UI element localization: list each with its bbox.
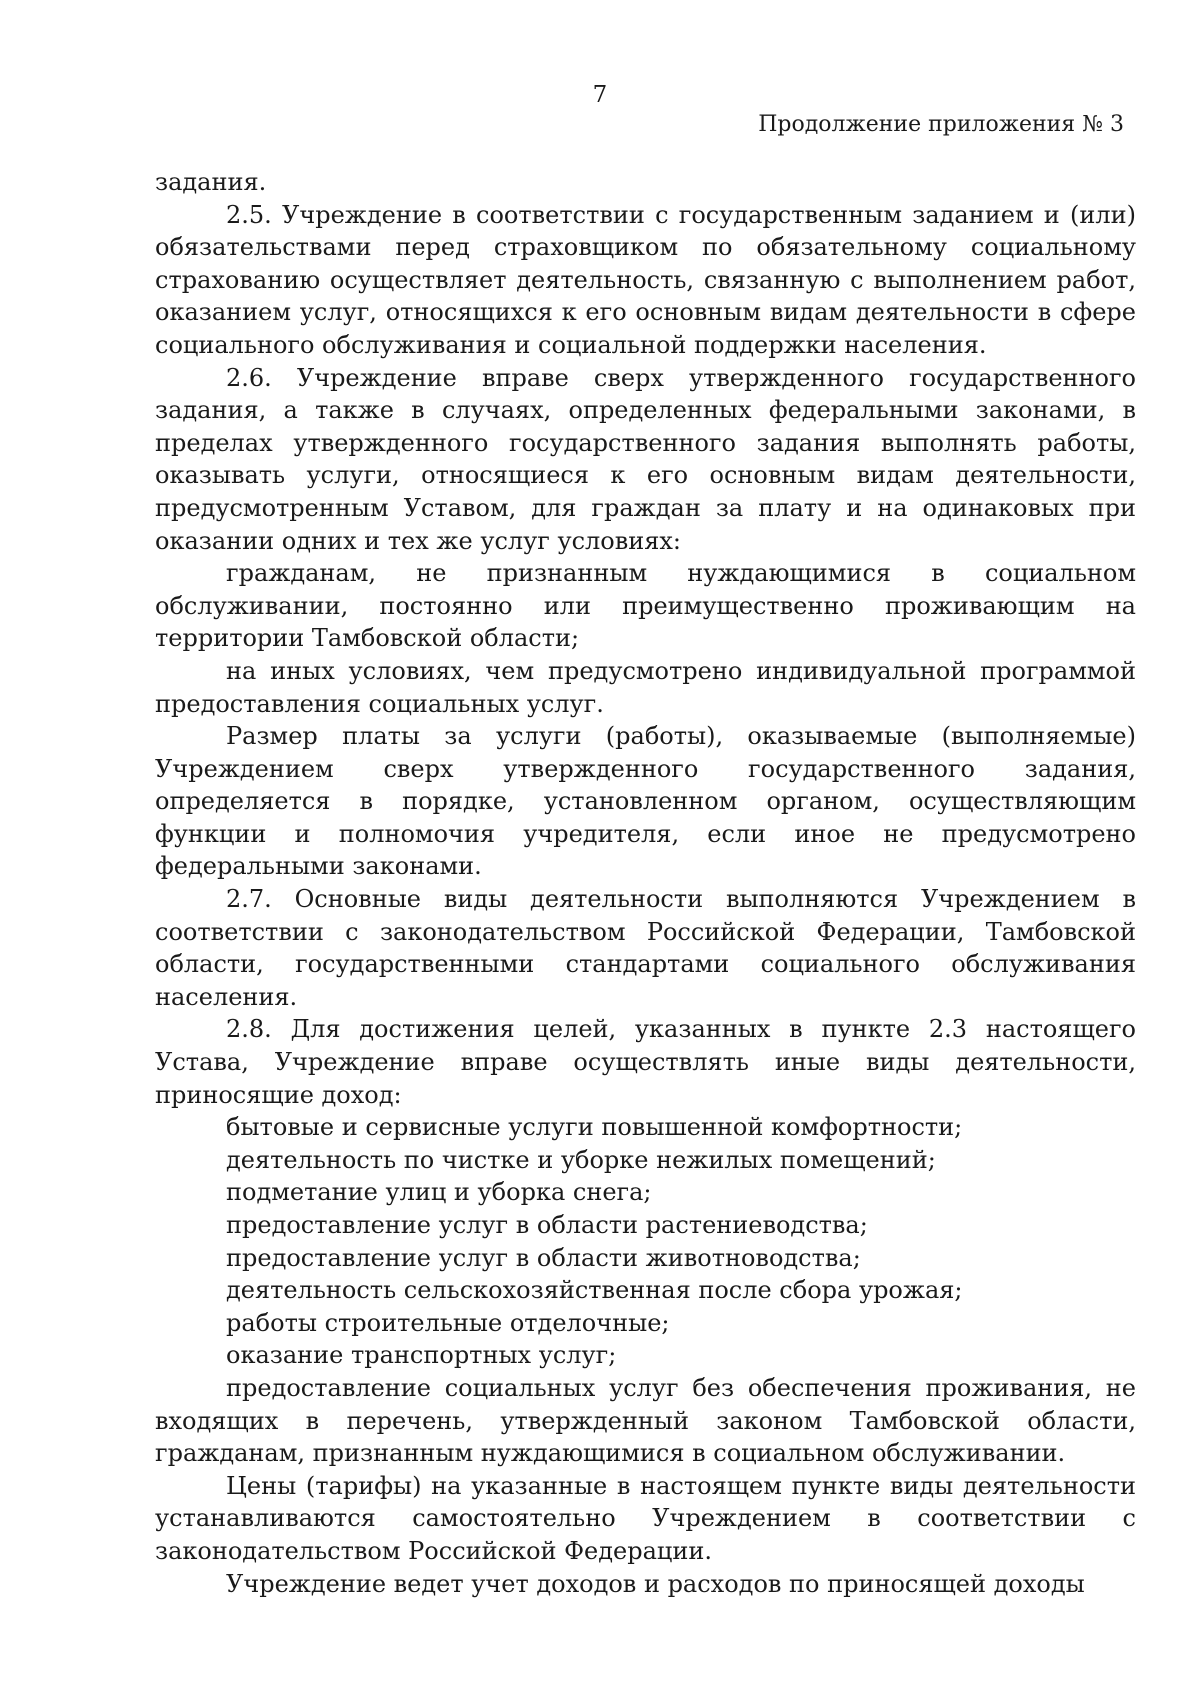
list-item: оказание транспортных услуг;: [226, 1341, 617, 1370]
list-item: предоставление услуг в области животноводства;: [226, 1243, 861, 1272]
list-item: предоставление социальных услуг без обеспечения проживания, не входящих в перечень, утвержденный законом Тамбовской области, гражданам, признанным нуждающимися в социальном обслуживании.: [155, 1373, 1136, 1468]
list-item: подметание улиц и уборка снега;: [226, 1178, 652, 1207]
paragraph-2-6: 2.6. Учреждение вправе сверх утвержденного государственного задания, а также в случаях, определенных федеральными законами, в пределах утвержденного государственного задания выполнять работы, оказывать услуги, относящиеся к его основным видам деятельности, предусмотренным Уставом, для граждан за плату и на одинаковых при оказании одних и тех же услуг условиях:: [155, 363, 1136, 555]
paragraph-2-6-item-1: гражданам, не признанным нуждающимися в социальном обслуживании, постоянно или преимущественно проживающим на территории Тамбовской области;: [155, 559, 1136, 653]
body-text: [155, 166, 1136, 1600]
list-item: бытовые и сервисные услуги повышенной комфортности;: [226, 1113, 963, 1142]
paragraph-2-6-item-2: на иных условиях, чем предусмотрено индивидуальной программой предоставления социальных услуг.: [155, 656, 1136, 718]
paragraph-2-7: 2.7. Основные виды деятельности выполняются Учреждением в соответствии с законодательством Российской Федерации, Тамбовской области, государственными стандартами социального обслуживания населения.: [155, 885, 1136, 1011]
page-number: 7: [592, 82, 608, 108]
paragraph-continuation: задания.: [155, 168, 267, 196]
list-item: деятельность сельскохозяйственная после сбора урожая;: [226, 1276, 963, 1305]
paragraph-prices: Цены (тарифы) на указанные в настоящем пункте виды деятельности устанавливаются самостоятельно Учреждением в соответствии с законодательством Российской Федерации.: [155, 1471, 1136, 1565]
running-head: Продолжение приложения № 3: [758, 112, 1124, 137]
list-item: деятельность по чистке и уборке нежилых помещений;: [226, 1145, 936, 1174]
paragraph-2-8: 2.8. Для достижения целей, указанных в пункте 2.3 настоящего Устава, Учреждение вправе осуществлять иные виды деятельности, приносящие доход:: [155, 1015, 1136, 1109]
list-item: предоставление услуг в области растениеводства;: [226, 1211, 868, 1239]
paragraph-2-5: 2.5. Учреждение в соответствии с государственным заданием и (или) обязательствами перед страховщиком по обязательному социальному страхованию осуществляет деятельность, связанную с выполнением работ, оказанием услуг, относящихся к его основным видам деятельности в сфере социального обслуживания и социальной поддержки населения.: [155, 200, 1136, 359]
paragraph-fee-size: Размер платы за услуги (работы), оказываемые (выполняемые) Учреждением сверх утвержденного государственного задания, определяется в порядке, установленном органом, осуществляющим функции и полномочия учредителя, если иное не предусмотрено федеральными законами.: [155, 722, 1136, 881]
list-item: работы строительные отделочные;: [226, 1308, 670, 1337]
paragraph-accounting: Учреждение ведет учет доходов и расходов по приносящей доходы: [226, 1569, 1085, 1598]
